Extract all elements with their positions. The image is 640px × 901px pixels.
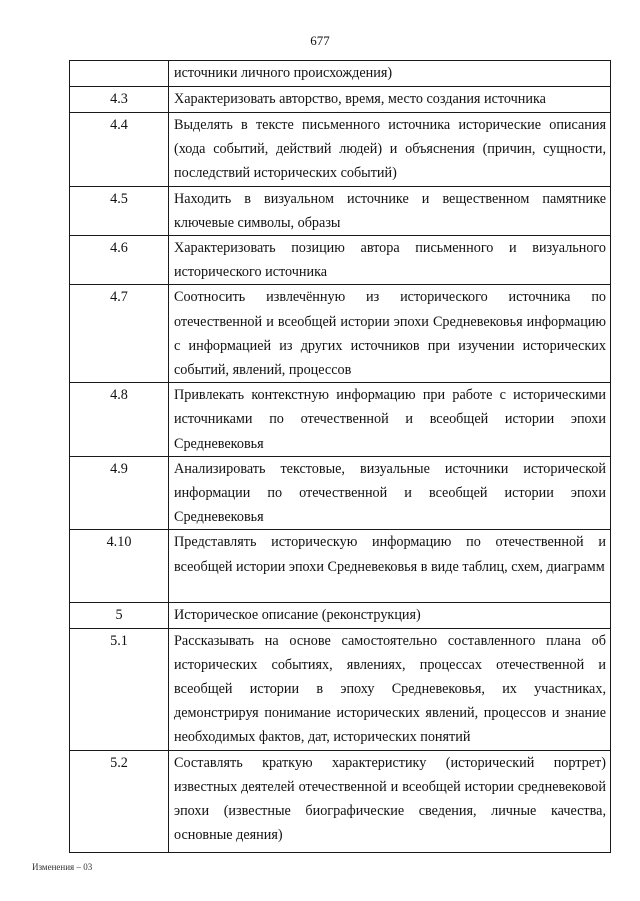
row-code: 5 xyxy=(70,603,169,628)
table-row xyxy=(70,186,611,235)
table-row xyxy=(70,87,611,113)
row-text: Характеризовать позицию автора письменного и визуального исторического источника xyxy=(169,236,611,285)
row-code: 4.6 xyxy=(70,236,169,285)
table-row xyxy=(70,383,611,457)
table-row xyxy=(70,285,611,383)
row-text: Представлять историческую информацию по отечественной и всеобщей истории эпохи Средневековья в виде таблиц, схем, диаграмм xyxy=(169,530,611,603)
table-row xyxy=(70,603,611,628)
page-number: 677 xyxy=(310,33,330,48)
row-code: 4.4 xyxy=(70,113,169,187)
row-code: 4.5 xyxy=(70,186,169,235)
requirements-table xyxy=(69,60,611,853)
table-row xyxy=(70,113,611,187)
row-code: 4.3 xyxy=(70,87,169,113)
row-text: Находить в визуальном источнике и вещественном памятнике ключевые символы, образы xyxy=(169,186,611,235)
row-text: Характеризовать авторство, время, место создания источника xyxy=(169,87,611,113)
row-text: Выделять в тексте письменного источника исторические описания (хода событий, действий людей) и объяснения (причин, сущности, последствий исторических событий) xyxy=(169,113,611,187)
row-code: 4.8 xyxy=(70,383,169,457)
row-code xyxy=(70,61,169,87)
table-row xyxy=(70,628,611,750)
table-row xyxy=(70,456,611,530)
footer-revision: Изменения – 03 xyxy=(32,862,93,872)
row-text: Анализировать текстовые, визуальные источники исторической информации по отечественной и всеобщей истории эпохи Средневековья xyxy=(169,456,611,530)
table-row xyxy=(70,530,611,603)
row-code: 4.10 xyxy=(70,530,169,603)
row-code: 4.7 xyxy=(70,285,169,383)
table-row xyxy=(70,750,611,852)
row-code: 4.9 xyxy=(70,456,169,530)
row-text: Составлять краткую характеристику (исторический портрет) известных деятелей отечественной и всеобщей истории средневековой эпохи (известные биографические сведения, личные качества, основные деяния) xyxy=(169,750,611,852)
row-text: Соотносить извлечённую из исторического источника по отечественной и всеобщей истории эпохи Средневековья информацию с информацией из других источников при изучении исторических событий, явлений, процессов xyxy=(169,285,611,383)
row-code: 5.2 xyxy=(70,750,169,852)
row-text: Рассказывать на основе самостоятельно составленного плана об исторических событиях, явлениях, процессах отечественной и всеобщей истории в эпоху Средневековья, их участниках, демонстрируя понимание исторических явлений, процессов и знание необходимых фактов, дат, исторических понятий xyxy=(169,628,611,750)
row-code: 5.1 xyxy=(70,628,169,750)
row-text: источники личного происхождения) xyxy=(169,61,611,87)
row-text: Привлекать контекстную информацию при работе с историческими источниками по отечественной и всеобщей истории эпохи Средневековья xyxy=(169,383,611,457)
table-row xyxy=(70,61,611,87)
row-text: Историческое описание (реконструкция) xyxy=(169,603,611,628)
table-row xyxy=(70,236,611,285)
